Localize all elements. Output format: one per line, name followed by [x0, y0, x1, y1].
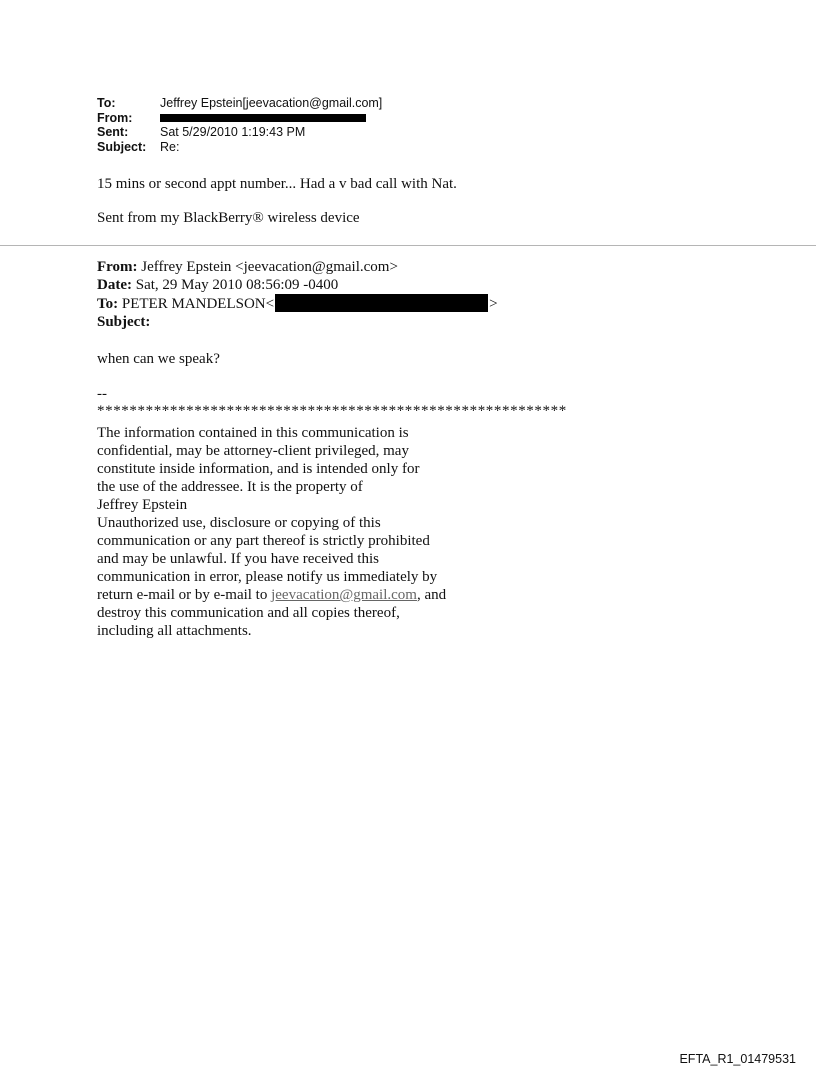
disclaimer-link-line [97, 586, 517, 604]
email-link[interactable]: jeevacation@gmail.com [271, 587, 417, 603]
subject-value: Re: [160, 139, 180, 154]
disclaimer-line: confidential, may be attorney-client privileged, may [97, 443, 409, 459]
from-row [97, 111, 382, 126]
sent-value: Sat 5/29/2010 1:19:43 PM [160, 125, 306, 139]
disclaimer-line: communication in error, please notify us immediately by [97, 569, 438, 585]
disclaimer-line: constitute inside information, and is intended only for [97, 461, 420, 477]
to-row [97, 96, 382, 111]
message-body: 15 mins or second appt number... Had a v bad call with Nat. [97, 176, 457, 192]
asterisk-line: ********************************************************** [97, 403, 567, 419]
disclaimer-line: the use of the addressee. It is the property of [97, 479, 363, 495]
disclaimer-line: including all attachments. [97, 623, 252, 639]
quoted-date-label: Date: [97, 277, 132, 293]
sent-row [97, 125, 382, 140]
disclaimer-line: and may be unlawful. If you have received this [97, 551, 379, 567]
quoted-body: when can we speak? [97, 351, 220, 367]
redaction-bar [275, 294, 488, 312]
quoted-to-label: To: [97, 296, 119, 312]
quoted-date-value: Sat, 29 May 2010 08:56:09 -0400 [135, 277, 339, 293]
quoted-to-suffix: > [489, 296, 498, 312]
quoted-to-prefix: PETER MANDELSON< [121, 296, 275, 312]
subject-row [97, 140, 382, 155]
email-header [97, 96, 382, 154]
quoted-to-row [97, 294, 498, 313]
to-label: To: [97, 96, 116, 110]
from-label: From: [97, 110, 133, 125]
sent-label: Sent: [97, 125, 129, 139]
disclaimer-line: Jeffrey Epstein [97, 497, 188, 513]
quoted-from-label: From: [97, 259, 138, 275]
quoted-date-row [97, 276, 498, 294]
redaction-bar [160, 114, 366, 122]
subject-label: Subject: [97, 139, 147, 154]
to-value: Jeffrey Epstein[jeevacation@gmail.com] [160, 96, 383, 110]
disclaimer-line: destroy this communication and all copies thereof, [97, 605, 400, 621]
document-id: EFTA_R1_01479531 [679, 1052, 796, 1066]
disclaimer-line: Unauthorized use, disclosure or copying of this [97, 515, 381, 531]
disclaimer-line: The information contained in this communication is [97, 425, 409, 441]
disclaimer-link-suffix: , and [416, 587, 447, 603]
disclaimer-link-prefix: return e-mail or by e-mail to [97, 587, 272, 603]
quoted-header [97, 258, 498, 331]
divider [0, 245, 816, 246]
quoted-subject-row [97, 313, 498, 331]
quoted-from-value: Jeffrey Epstein <jeevacation@gmail.com> [141, 259, 398, 275]
disclaimer [97, 424, 517, 640]
message-signature: Sent from my BlackBerry® wireless device [97, 210, 360, 226]
disclaimer-line: communication or any part thereof is strictly prohibited [97, 533, 430, 549]
quoted-subject-label: Subject: [97, 314, 151, 330]
quoted-from-row [97, 258, 498, 276]
signature-separator: -- [97, 386, 107, 402]
